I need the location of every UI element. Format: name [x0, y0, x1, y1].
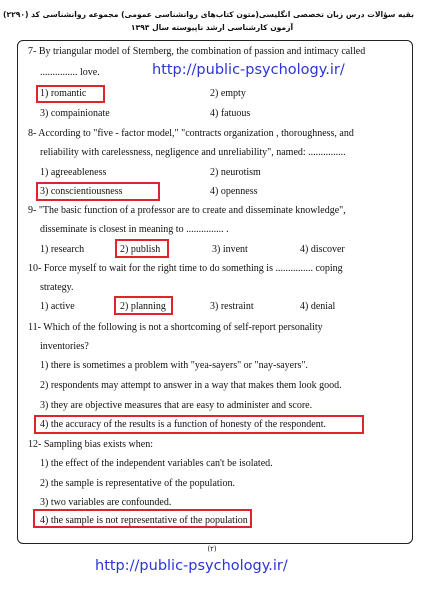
q9-option-3: 3) invent: [212, 244, 248, 255]
q11-line-2: inventories?: [40, 341, 89, 352]
q12-line-1: 12- Sampling bias exists when:: [28, 439, 153, 450]
page-header: [3, 8, 414, 34]
q10-option-1: 1) active: [40, 301, 75, 312]
q8-option-2: 2) neurotism: [210, 167, 261, 178]
q11-option-1: 1) there is sometimes a problem with "yea-sayers" or "nay-sayers".: [40, 360, 308, 371]
q9-option-2: 2) publish: [120, 244, 161, 255]
q10-answer-highlight: [114, 296, 173, 315]
q8-option-1: 1) agreeableness: [40, 167, 107, 178]
q11-option-3: 3) they are objective measures that are easy to administer and score.: [40, 400, 313, 411]
q11-option-2: 2) respondents may attempt to answer in a way that makes them look good.: [40, 380, 342, 391]
q10-option-3: 3) restraint: [210, 301, 254, 312]
q10-line-1: 10- Force myself to wait for the right time to do something is ............... coping: [28, 263, 343, 274]
watermark-url[interactable]: http://public-psychology.ir/: [152, 62, 345, 78]
page-number: (۲): [207, 545, 217, 553]
q8-line-2: reliability with carelessness, negligence and unreliability", named: ...............: [40, 147, 346, 158]
q10-option-4: 4) denial: [300, 301, 336, 312]
q12-answer-highlight: [33, 509, 252, 528]
q7-option-2: 2) empty: [210, 88, 246, 99]
q9-line-2: disseminate is closest in meaning to ............... .: [40, 224, 229, 235]
q12-option-4: 4) the sample is not representative of the population: [40, 515, 248, 526]
q8-line-1: 8- According to "five - factor model," "contracts organization , thoroughness, and: [28, 128, 354, 139]
q9-answer-highlight: [115, 239, 169, 258]
q12-option-1: 1) the effect of the independent variables can't be isolated.: [40, 458, 273, 469]
q7-option-1: 1) romantic: [40, 88, 87, 99]
q8-answer-highlight: [36, 182, 160, 201]
q11-line-1: 11- Which of the following is not a shortcoming of self-report personality: [28, 322, 323, 333]
header-line-2: آزمون کارشناسی ارشد ناپیوسته سال ۱۳۹۳: [130, 23, 294, 32]
q12-option-2: 2) the sample is representative of the population.: [40, 478, 235, 489]
q8-option-4: 4) openness: [210, 186, 258, 197]
q10-line-2: strategy.: [40, 282, 74, 293]
q11-answer-highlight: [34, 415, 364, 434]
q7-answer-highlight: [36, 85, 105, 103]
q10-option-2: 2) planning: [120, 301, 166, 312]
q9-option-4: 4) discover: [300, 244, 345, 255]
q9-option-1: 1) research: [40, 244, 85, 255]
q11-option-4: 4) the accuracy of the results is a function of honesty of the respondent.: [40, 419, 327, 430]
q8-option-3: 3) conscientiousness: [40, 186, 123, 197]
q7-line-1: 7- By triangular model of Sternberg, the combination of passion and intimacy called: [28, 46, 366, 57]
q7-option-4: 4) fatuous: [210, 108, 251, 119]
footer-url[interactable]: http://public-psychology.ir/: [95, 558, 288, 574]
q7-line-2: ............... love.: [40, 67, 100, 78]
q12-option-3: 3) two variables are confounded.: [40, 497, 172, 508]
q7-option-3: 3) compainionate: [40, 108, 110, 119]
q9-line-1: 9- "The basic function of a professor are to create and disseminate knowledge",: [28, 205, 346, 216]
header-line-1: بقیه سؤالات درس زبان تخصصی انگلیسی(متون کتاب‌های روانشناسی عمومی) مجموعه روانشناسی کد (۲۲۹۰): [3, 10, 414, 19]
